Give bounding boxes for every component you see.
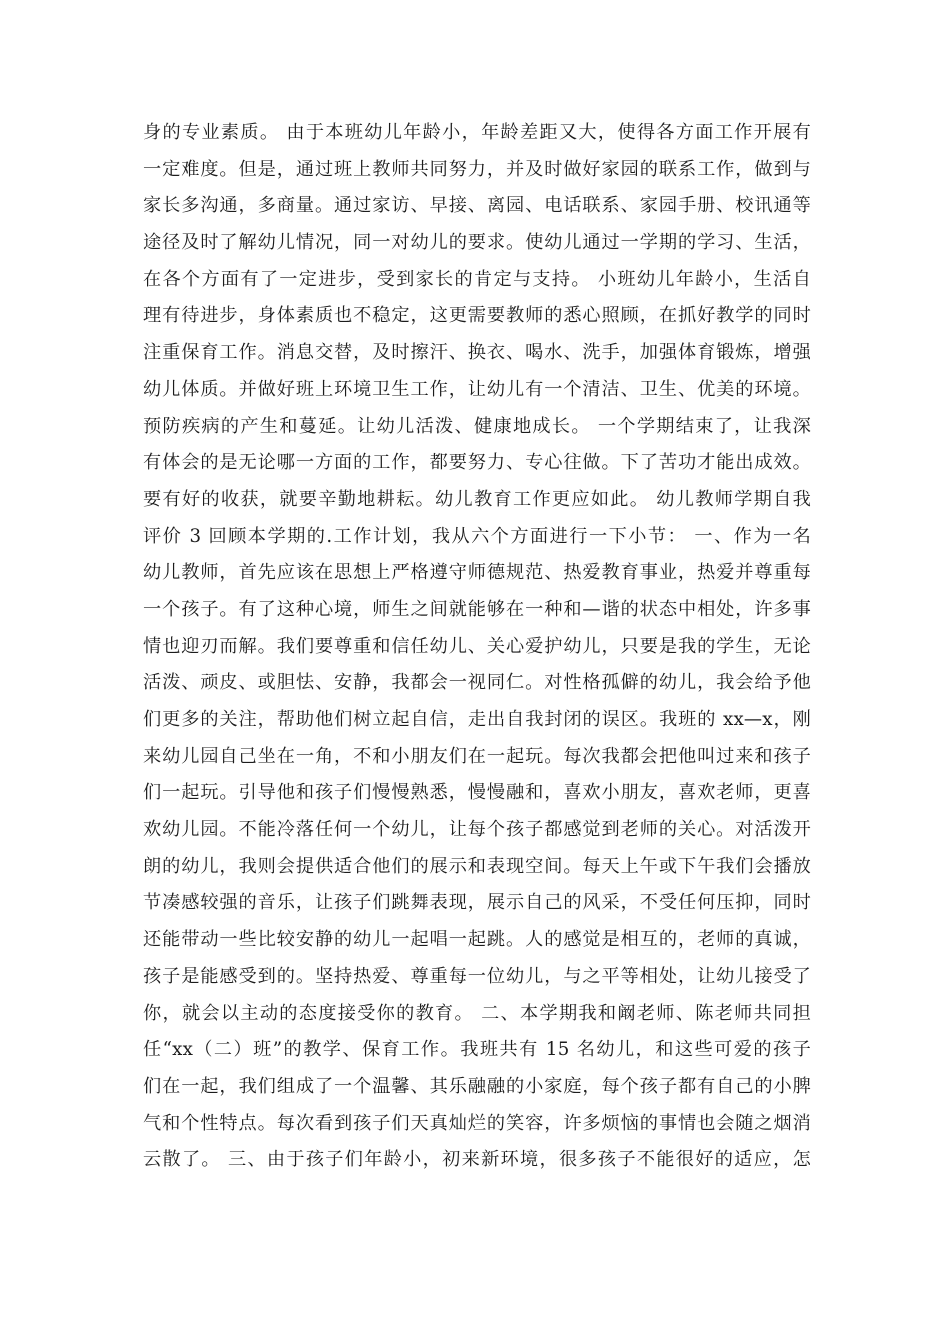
text-line: 你，就会以主动的态度接受你的教育。 二、本学期我和阚老师、陈老师共同担 (143, 1002, 811, 1024)
text-line: 理有待进步，身体素质也不稳定，这更需要教师的悉心照顾，在抓好教学的同时 (143, 305, 811, 327)
text-line: 注重保育工作。消息交替，及时擦汗、换衣、喝水、洗手，加强体育锻炼，增强 (143, 342, 811, 364)
text-line: 在各个方面有了一定进步，受到家长的肯定与支持。 小班幼儿年龄小，生活自 (143, 268, 811, 290)
text-line: 活泼、顽皮、或胆怯、安静，我都会一视同仁。对性格孤僻的幼儿，我会给予他 (143, 672, 811, 694)
text-line: 幼儿体质。并做好班上环境卫生工作，让幼儿有一个清洁、卫生、优美的环境。 (143, 378, 811, 400)
text-line: 们一起玩。引导他和孩子们慢慢熟悉，慢慢融和，喜欢小朋友，喜欢老师，更喜 (143, 782, 811, 804)
text-line: 一个孩子。有了这种心境，师生之间就能够在一种和—谐的状态中相处，许多事 (143, 598, 811, 620)
text-line: 还能带动一些比较安静的幼儿一起唱一起跳。人的感觉是相互的，老师的真诚， (143, 929, 811, 951)
text-line: 云散了。 三、由于孩子们年龄小，初来新环境，很多孩子不能很好的适应，怎 (143, 1149, 811, 1171)
text-line: 一定难度。但是，通过班上教师共同努力，并及时做好家园的联系工作，做到与 (143, 158, 811, 180)
text-line: 任“xx（二）班”的教学、保育工作。我班共有 15 名幼儿，和这些可爱的孩子 (143, 1039, 811, 1061)
text-line: 们在一起，我们组成了一个温馨、其乐融融的小家庭，每个孩子都有自己的小脾 (143, 1075, 811, 1097)
text-line: 欢幼儿园。不能冷落任何一个幼儿，让每个孩子都感觉到老师的关心。对活泼开 (143, 819, 811, 841)
text-line: 预防疾病的产生和蔓延。让幼儿活泼、健康地成长。 一个学期结束了，让我深 (143, 415, 811, 437)
text-line: 幼儿教师，首先应该在思想上严格遵守师德规范、热爱教育事业，热爱并尊重每 (143, 562, 811, 584)
text-line: 情也迎刃而解。我们要尊重和信任幼儿、关心爱护幼儿，只要是我的学生，无论 (143, 635, 811, 657)
text-line: 孩子是能感受到的。坚持热爱、尊重每一位幼儿，与之平等相处，让幼儿接受了 (143, 965, 811, 987)
body-text (143, 115, 811, 1179)
text-line: 气和个性特点。每次看到孩子们天真灿烂的笑容，许多烦恼的事情也会随之烟消 (143, 1112, 811, 1134)
text-line: 身的专业素质。 由于本班幼儿年龄小，年龄差距又大，使得各方面工作开展有 (143, 122, 811, 143)
text-line: 有体会的是无论哪一方面的工作，都要努力、专心往做。下了苦功才能出成效。 (143, 452, 811, 474)
text-line: 途径及时了解幼儿情况，同一对幼儿的要求。使幼儿通过一学期的学习、生活， (143, 232, 811, 254)
text-line: 要有好的收获，就要辛勤地耕耘。幼儿教育工作更应如此。 幼儿教师学期自我 (143, 488, 811, 510)
text-line: 们更多的关注，帮助他们树立起自信，走出自我封闭的误区。我班的 xx—x，刚 (143, 709, 811, 730)
text-line: 家长多沟通，多商量。通过家访、早接、离园、电话联系、家园手册、校讯通等 (143, 195, 811, 217)
text-line: 节凑感较强的音乐，让孩子们跳舞表现，展示自己的风采，不受任何压抑，同时 (143, 892, 811, 914)
text-line: 来幼儿园自己坐在一角，不和小朋友们在一起玩。每次我都会把他叫过来和孩子 (143, 745, 811, 767)
text-line: 朗的幼儿，我则会提供适合他们的展示和表现空间。每天上午或下午我们会播放 (143, 855, 811, 877)
text-line: 评价 3 回顾本学期的.工作计划，我从六个方面进行一下小节： 一、作为一名 (143, 525, 811, 547)
